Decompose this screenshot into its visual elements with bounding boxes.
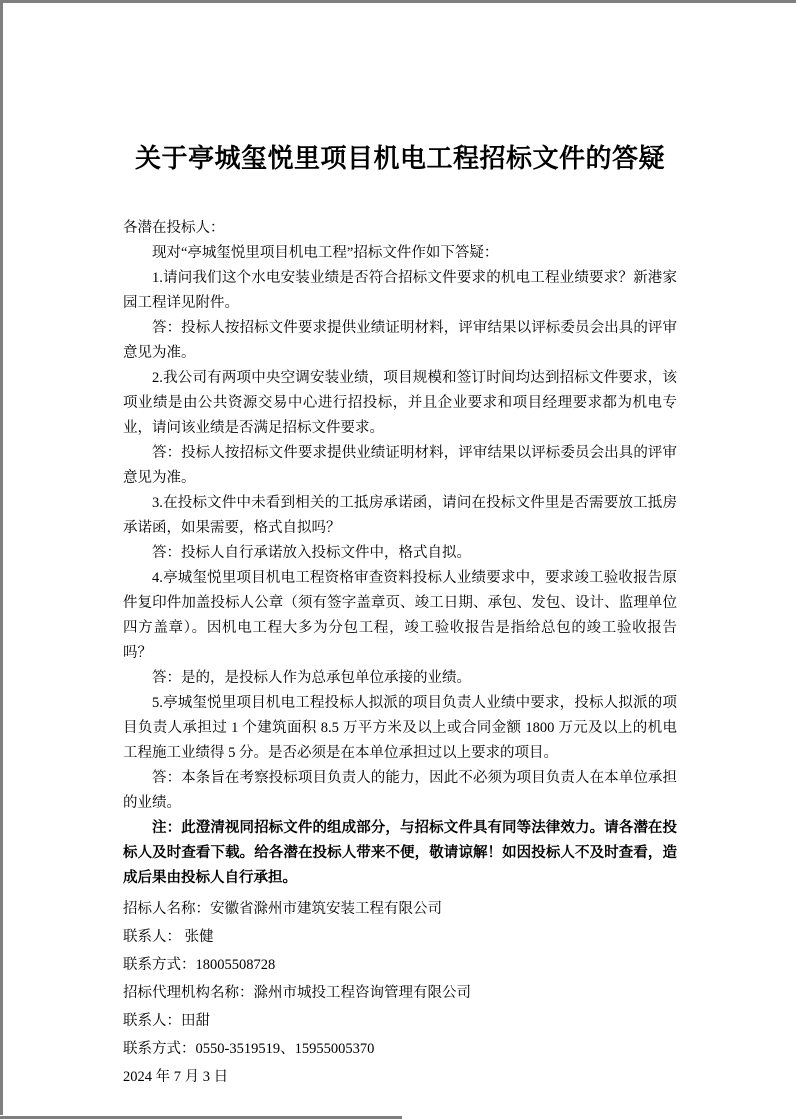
document-content <box>123 142 677 1091</box>
tenderer-name-line: 招标人名称：安徽省滁州市建筑安装工程有限公司 <box>123 901 442 917</box>
question-2: 2.我公司有两项中央空调安装业绩，项目规模和签订时间均达到招标文件要求，该项业绩是由公共资源交易中心进行招投标，并且企业要求和项目经理要求都为机电专业，请问该业绩是否满足招标文件要求。 <box>123 370 677 436</box>
answer-2: 答：投标人按招标文件要求提供业绩证明材料，评审结果以评标委员会出具的评审意见为准。 <box>123 445 677 486</box>
question-1: 1.请问我们这个水电安装业绩是否符合招标文件要求的机电工程业绩要求？新港家园工程详见附件。 <box>123 270 677 311</box>
page-top-edge-line <box>0 0 796 3</box>
tenderer-contact-person-line: 联系人： 张健 <box>123 929 214 945</box>
question-3: 3.在投标文件中未看到相关的工抵房承诺函，请问在投标文件里是否需要放工抵房承诺函，如果需要，格式自拟吗？ <box>123 495 677 536</box>
intro-line: 现对“亭城玺悦里项目机电工程”招标文件作如下答疑： <box>152 245 499 261</box>
answer-1: 答：投标人按招标文件要求提供业绩证明材料，评审结果以评标委员会出具的评审意见为准。 <box>123 320 677 361</box>
agency-contact-phone-line: 联系方式：0550-3519519、15955005370 <box>123 1041 375 1057</box>
agency-name-line: 招标代理机构名称：滁州市城投工程咨询管理有限公司 <box>123 985 471 1001</box>
legal-note: 注：此澄清视同招标文件的组成部分，与招标文件具有同等法律效力。请各潜在投标人及时查看下载。给各潜在投标人带来不便，敬请谅解！如因投标人不及时查看，造成后果由投标人自行承担。 <box>123 820 677 886</box>
answer-3: 答：投标人自行承诺放入投标文件中，格式自拟。 <box>152 545 471 561</box>
answer-5: 答：本条旨在考察投标项目负责人的能力，因此不必须为项目负责人在本单位承担的业绩。 <box>123 770 677 811</box>
contact-block <box>123 895 677 1091</box>
answer-4: 答：是的，是投标人作为总承包单位承接的业绩。 <box>152 670 471 686</box>
salutation: 各潜在投标人： <box>123 220 225 236</box>
question-4: 4.亭城玺悦里项目机电工程资格审查资料投标人业绩要求中，要求竣工验收报告原件复印件加盖投标人公章（须有签字盖章页、竣工日期、承包、发包、设计、监理单位四方盖章）。因机电工程大多为分包工程，竣工验收报告是指给总包的竣工验收报告吗？ <box>123 570 677 661</box>
question-5: 5.亭城玺悦里项目机电工程投标人拟派的项目负责人业绩中要求，投标人拟派的项目负责人承担过 1 个建筑面积 8.5 万平方米及以上或合同金额 1800 万元及以上的机电工程施工业绩得 5 分。是否必须是在本单位承担过以上要求的项目。 <box>123 695 677 761</box>
agency-contact-person-line: 联系人：田甜 <box>123 1013 210 1029</box>
document-title: 关于亭城玺悦里项目机电工程招标文件的答疑 <box>134 144 665 173</box>
document-date: 2024 年 7 月 3 日 <box>123 1069 229 1085</box>
tenderer-contact-phone-line: 联系方式：18005508728 <box>123 957 276 973</box>
page-left-edge-line <box>0 0 3 1115</box>
